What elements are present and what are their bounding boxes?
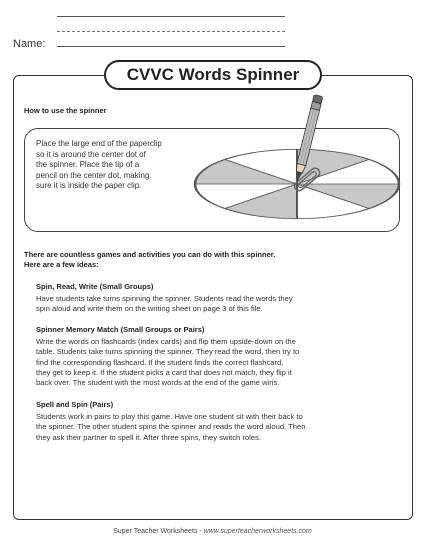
intro-line: Here are a few ideas: [24,259,99,269]
instruction-line: the spinner. Place the tip of a [36,160,140,169]
name-label: Name: [13,38,46,50]
instruction-line: Place the large end of the paperclip [36,139,162,148]
ideas-intro [24,250,394,269]
game-line: they get to keep it. If the student picks a card that does not match, they flip it [36,367,292,377]
footer [0,528,425,535]
shaded-slice [195,160,297,184]
spinner-wheel [195,149,399,218]
instruction-line: pencil on the center dot, making [36,170,150,180]
game-line: table. Students take turns spinning the spinner. They read the word, then try to [36,347,300,357]
game-line: Students work in pairs to play this game. Have one student sit with their back to [36,412,303,421]
game-description [36,412,400,443]
intro-line: There are countless games and activities you can do with this spinner. [24,250,276,259]
page-title: CVVC Words Spinner [104,60,322,90]
footer-text: Super Teacher Worksheets - [113,528,204,535]
game-line: Write the words on flashcards (index cards) and flip them upside-down on the [36,337,296,346]
game-description [36,337,400,388]
game-line: the spinner. The other student spins the spinner and reads the word aloud. Then [36,422,306,432]
game-title: Spinner Memory Match (Small Groups or Pairs) [36,325,205,334]
game-line: spin aloud and write them on the writing sheet on page 3 of this file. [36,304,263,314]
shaded-slice [297,184,399,208]
game-line: find the corresponding flashcard. If the student finds the correct flashcard, [36,357,284,367]
game-line: they ask their partner to spell it. After three spins, they switch roles. [36,432,261,442]
shaded-slice [225,184,297,219]
instruction-line: sure it is inside the paper clip. [36,181,142,190]
game-description [36,294,400,315]
how-to-heading: How to use the spinner [24,106,107,115]
game-title: Spell and Spin (Pairs) [36,400,114,409]
instruction-line: so it is around the center dot of [36,149,146,159]
game-line: Have students take turns spinning the spinner. Students read the words they [36,294,293,303]
game-title: Spin, Read, Write (Small Groups) [36,282,154,291]
footer-link[interactable]: www.superteacherworksheets.com [203,528,312,535]
game-line: back over. The student with the most words at the end of the game wins. [36,378,280,388]
